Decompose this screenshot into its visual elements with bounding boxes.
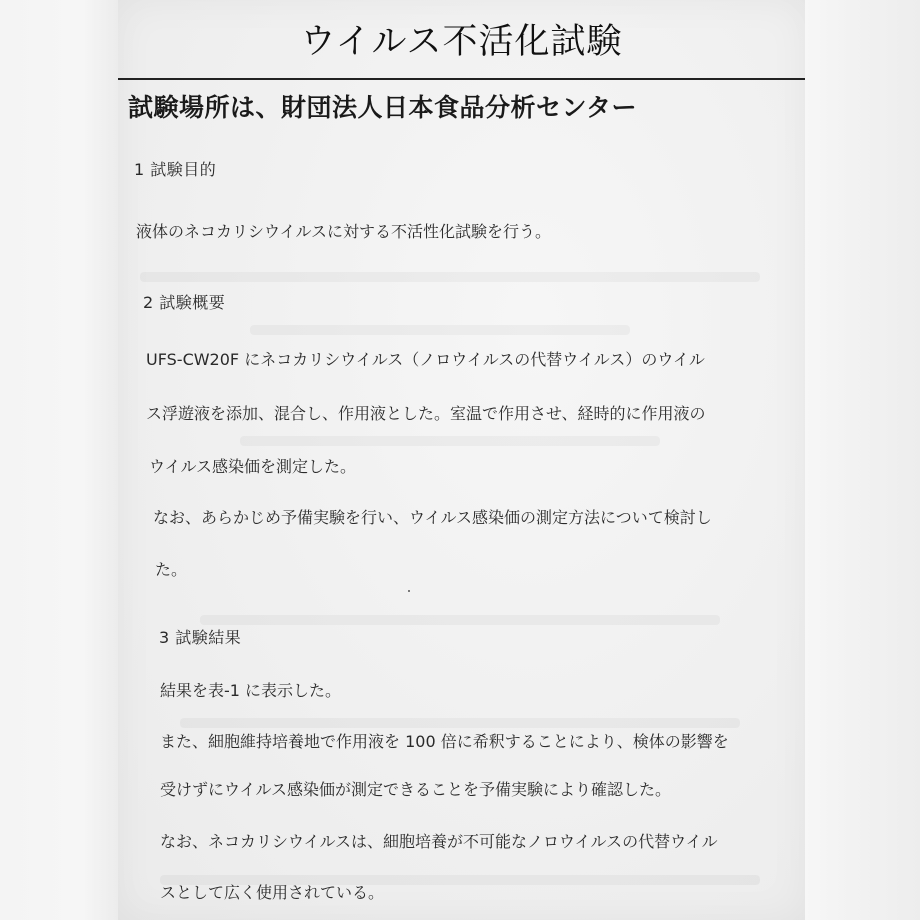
title-divider	[118, 78, 805, 80]
section-heading-purpose: 1 試験目的	[134, 160, 217, 179]
paragraph-line: また、細胞維持培養地で作用液を 100 倍に希釈することにより、検体の影響を	[160, 732, 729, 751]
page-margin-left	[0, 0, 118, 920]
show-through-text	[140, 272, 760, 282]
paragraph-line: スとして広く使用されている。	[160, 883, 385, 902]
paragraph-line: なお、あらかじめ予備実験を行い、ウイルス感染価の測定方法について検討し	[153, 508, 712, 527]
paragraph-line: ウイルス感染価を測定した。	[149, 457, 357, 476]
show-through-text	[200, 615, 720, 625]
document-title: ウイルス不活化試験	[300, 22, 623, 62]
show-through-text	[250, 325, 630, 335]
paragraph-line: UFS-CW20F にネコカリシウイルス（ノロウイルスの代替ウイルス）のウイル	[146, 350, 705, 369]
paragraph-line: 液体のネコカリシウイルスに対する不活性化試験を行う。	[136, 222, 552, 241]
paper-speck	[408, 590, 410, 592]
paragraph-line: た。	[155, 560, 188, 579]
paragraph-line: なお、ネコカリシウイルスは、細胞培養が不可能なノロウイルスの代替ウイル	[160, 832, 718, 851]
document-subtitle: 試験場所は、財団法人日本食品分析センター	[128, 93, 638, 122]
show-through-text	[180, 718, 740, 728]
paragraph-line: 受けずにウイルス感染価が測定できることを予備実験により確認した。	[160, 780, 672, 799]
show-through-text	[240, 436, 660, 446]
page-margin-right	[805, 0, 920, 920]
paragraph-line: 結果を表-1 に表示した。	[160, 681, 342, 700]
section-heading-overview: 2 試験概要	[143, 293, 226, 312]
section-heading-results: 3 試験結果	[159, 628, 242, 647]
paragraph-line: ス浮遊液を添加、混合し、作用液とした。室温で作用させ、経時的に作用液の	[146, 404, 706, 423]
